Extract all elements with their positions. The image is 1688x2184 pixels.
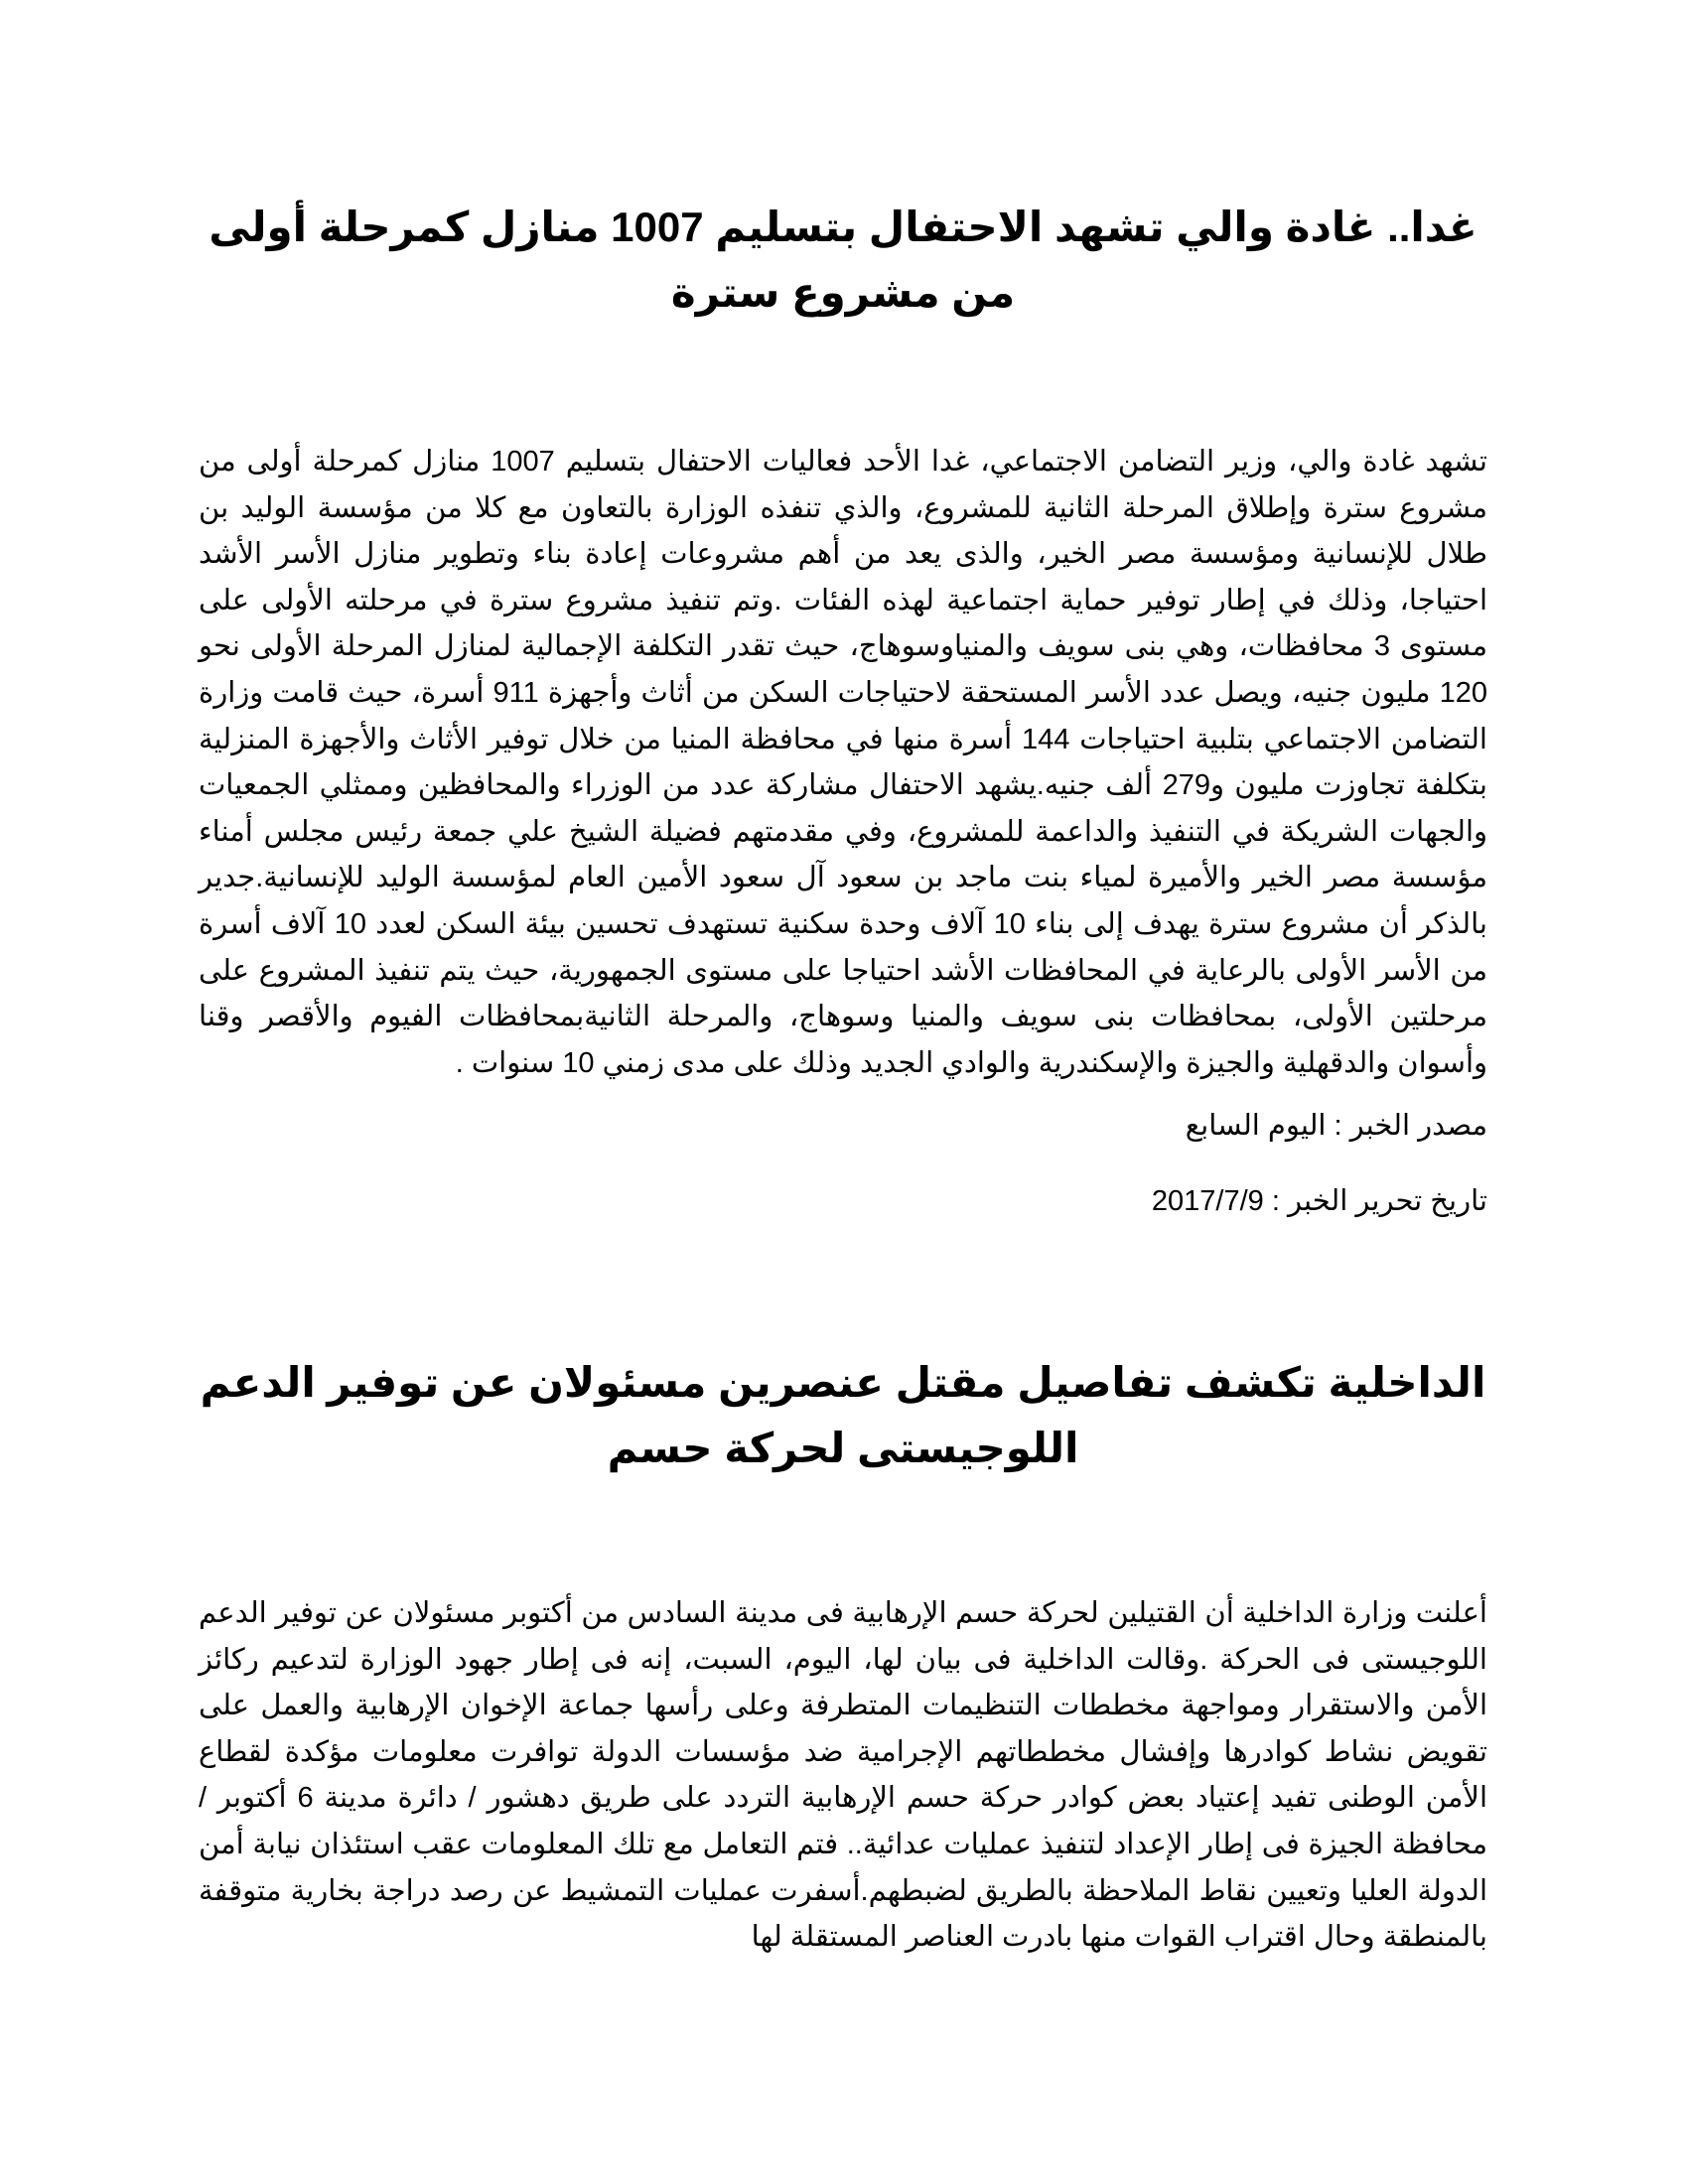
article-1 — [199, 195, 1487, 1221]
article-1-body: تشهد غادة والي، وزير التضامن الاجتماعي، غدا الأحد فعاليات الاحتفال بتسليم 1007 منازل كمرحلة أولى من مشروع سترة وإطلاق المرحلة الثانية للمشروع، والذي تنفذه الوزارة بالتعاون مع كلا من مؤسسة الوليد بن طلال للإنسانية ومؤسسة مصر الخير، والذى يعد من أهم مشروعات إعادة بناء وتطوير منازل الأسر الأشد احتياجا، وذلك في إطار توفير حماية اجتماعية لهذه الفئات .وتم تنفيذ مشروع سترة في مرحلته الأولى على مستوى 3 محافظات، وهي بنى سويف والمنياوسوهاج، حيث تقدر التكلفة الإجمالية لمنازل المرحلة الأولى نحو 120 مليون جنيه، ويصل عدد الأسر المستحقة لاحتياجات السكن من أثاث وأجهزة 911 أسرة، حيث قامت وزارة التضامن الاجتماعي بتلبية احتياجات 144 أسرة منها في محافظة المنيا من خلال توفير الأثاث والأجهزة المنزلية بتكلفة تجاوزت مليون و279 ألف جنيه.يشهد الاحتفال مشاركة عدد من الوزراء والمحافظين وممثلي الجمعيات والجهات الشريكة في التنفيذ والداعمة للمشروع، وفي مقدمتهم فضيلة الشيخ علي جمعة رئيس مجلس أمناء مؤسسة مصر الخير والأميرة لمياء بنت ماجد بن سعود آل سعود الأمين العام لمؤسسة الوليد للإنسانية.جدير بالذكر أن مشروع سترة يهدف إلى بناء 10 آلاف وحدة سكنية تستهدف تحسين بيئة السكن لعدد 10 آلاف أسرة من الأسر الأولى بالرعاية في المحافظات الأشد احتياجا على مستوى الجمهورية، حيث يتم تنفيذ المشروع على مرحلتين الأولى، بمحافظات بنى سويف والمنيا وسوهاج، والمرحلة الثانيةبمحافظات الفيوم والأقصر وقنا وأسوان والدقهلية والجيزة والإسكندرية والوادي الجديد وذلك على مدى زمني 10 سنوات . — [199, 446, 1488, 1079]
article-2 — [199, 1350, 1487, 1961]
article-1-title: غدا.. غادة والي تشهد الاحتفال بتسليم 1007 منازل كمرحلة أولى من مشروع سترة — [209, 204, 1477, 316]
article-2-title: الداخلية تكشف تفاصيل مقتل عنصرين مسئولان عن توفير الدعم اللوجيستى لحركة حسم — [200, 1359, 1486, 1471]
article-2-body: أعلنت وزارة الداخلية أن القتيلين لحركة حسم الإرهابية فى مدينة السادس من أكتوبر مسئولان عن توفير الدعم اللوجيستى فى الحركة .وقالت الداخلية فى بيان لها، اليوم، السبت، إنه فى إطار جهود الوزارة لتدعيم ركائز الأمن والاستقرار ومواجهة مخططات التنظيمات المتطرفة وعلى رأسها جماعة الإخوان الإرهابية والعمل على تقويض نشاط كوادرها وإفشال مخططاتهم الإجرامية ضد مؤسسات الدولة توافرت معلومات مؤكدة لقطاع الأمن الوطنى تفيد إعتياد بعض كوادر حركة حسم الإرهابية التردد على طريق دهشور / دائرة مدينة 6 أكتوبر / محافظة الجيزة فى إطار الإعداد لتنفيذ عمليات عدائية.. فتم التعامل مع تلك المعلومات عقب استئذان نيابة أمن الدولة العليا وتعيين نقاط الملاحظة بالطريق لضبطهم.أسفرت عمليات التمشيط عن رصد دراجة بخارية متوقفة بالمنطقة وحال اقتراب القوات منها بادرت العناصر المستقلة لها — [199, 1597, 1488, 1954]
article-1-date: تاريخ تحرير الخبر : 2017/7/9 — [1151, 1185, 1487, 1218]
article-1-source: مصدر الخبر : اليوم السابع — [1185, 1110, 1487, 1143]
